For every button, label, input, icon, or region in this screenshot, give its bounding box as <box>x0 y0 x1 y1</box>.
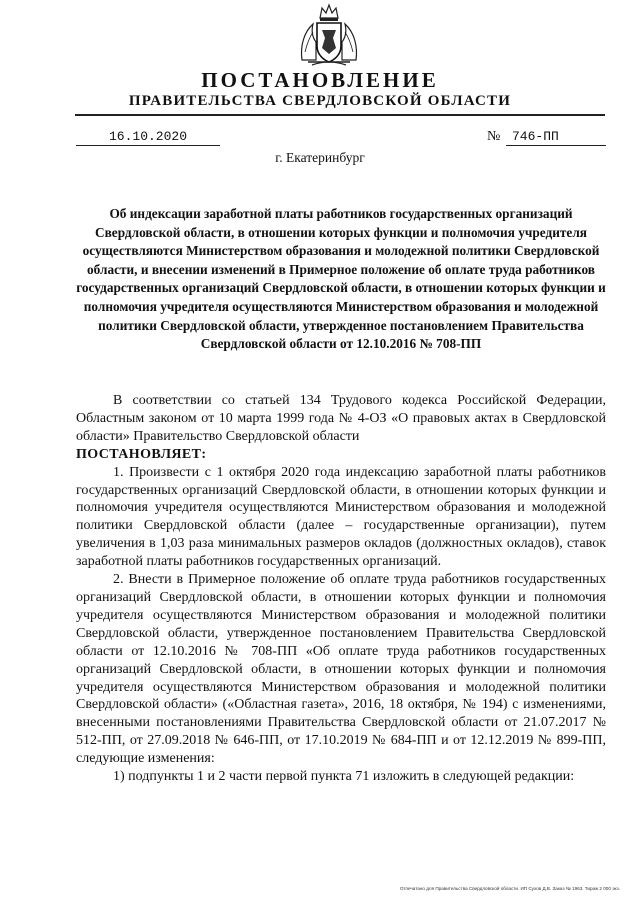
print-imprint: Отпечатано для Правительства Свердловской области. ИП Сухов Д.В. Заказ № 1963. Тираж 2 000 экз. <box>399 886 620 891</box>
item-1-paragraph: 1. Произвести с 1 октября 2020 года индексацию заработной платы работников государственных организаций Свердловской области, в отношении которых функции и полномочия учредителя осуществляются Министерством образования и молодежной политики Свердловской области (далее – государственные организации), путем увеличения в 1,03 раза минимальных размеров окладов (должностных окладов), ставок заработной платы работников государственных организаций. <box>76 464 606 570</box>
header-divider <box>75 114 605 116</box>
document-type-heading: ПОСТАНОВЛЕНИЕ <box>201 68 439 92</box>
item-2-paragraph: 2. Внести в Примерное положение об оплате труда работников государственных организаций Свердловской области, в отношении которых функции и полномочия учредителя осуществляются Министерством образования и молодежной политики Свердловской области, утвержденное постановлением Правительства Свердловской области от 12.10.2016 № 708-ПП «Об оплате труда работников государственных организаций Свердловской области, в отношении которых функции и полномочия учредителя осуществляются Министерством образования и молодежной политики Свердловской области» («Областная газета», 2016, 18 октября, № 194) с изменениями, внесенными постановлениями Правительства Свердловской области от 21.07.2017 № 512-ПП, от 27.09.2018 № 646-ПП, от 17.10.2019 № 684-ПП и от 12.12.2019 № 899-ПП, следующие изменения: <box>76 572 606 767</box>
preamble-paragraph: В соответствии со статьей 134 Трудового кодекса Российской Федерации, Областным законом от 10 марта 1999 года № 4-ОЗ «О правовых актах в Свердловской области» Правительство Свердловской области <box>76 393 606 444</box>
document-date: 16.10.2020 <box>76 129 220 146</box>
coat-of-arms-emblem <box>298 2 360 68</box>
document-body <box>76 392 606 786</box>
resolves-heading: ПОСТАНОВЛЯЕТ: <box>76 446 207 462</box>
subitem-1-paragraph: 1) подпункты 1 и 2 части первой пункта 71 изложить в следующей редакции: <box>113 769 575 785</box>
number-sign: № <box>487 129 501 144</box>
document-subject: Об индексации заработной платы работников государственных организаций Свердловской области, в отношении которых функции и полномочия учредителя осуществляются Министерством образования и молодежной политики Свердловской области, и внесении изменений в Примерное положение об оплате труда работников государственных организаций Свердловской области, в отношении которых функции и полномочия учредителя осуществляются Министерством образования и молодежной политики Свердловской области, утвержденное постановлением Правительства Свердловской области от 12.10.2016 № 708-ПП <box>76 206 606 352</box>
city-line: г. Екатеринбург <box>275 150 365 165</box>
issuer-heading: ПРАВИТЕЛЬСТВА СВЕРДЛОВСКОЙ ОБЛАСТИ <box>128 93 512 109</box>
document-number: 746-ПП <box>506 129 606 146</box>
